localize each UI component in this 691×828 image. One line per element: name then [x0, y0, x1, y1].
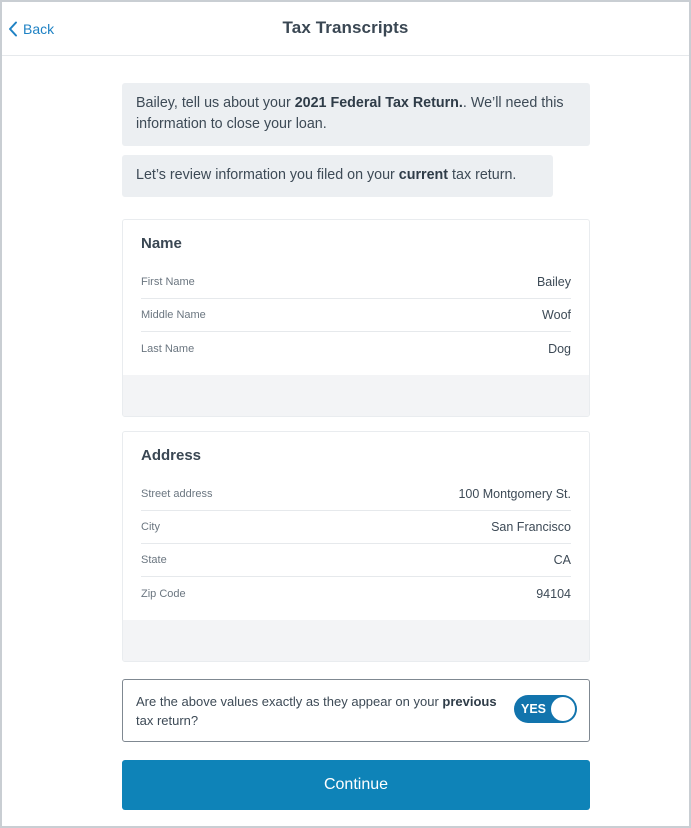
confirm-toggle[interactable]	[514, 695, 577, 723]
intro-message	[122, 83, 590, 146]
intro-line1-bold: 2021 Federal Tax Return.	[294, 95, 463, 111]
address-card-title: Address	[141, 447, 202, 464]
toggle-label: YES	[521, 702, 547, 716]
address-card	[122, 431, 590, 662]
field-label: City	[141, 521, 160, 533]
confirm-suffix: tax return?	[136, 713, 199, 728]
continue-button[interactable]: Continue	[122, 760, 590, 810]
intro-line2-suffix: tax return.	[448, 167, 517, 183]
field-value: 100 Montgomery St.	[458, 487, 571, 501]
page-title: Tax Transcripts	[282, 18, 409, 37]
field-label: State	[141, 554, 167, 566]
last-name-row	[141, 332, 571, 365]
intro-line1-suffix: . We’ll need this information to close your loan.	[136, 95, 564, 132]
confirm-values-box	[122, 679, 590, 742]
name-card-title: Name	[141, 235, 182, 252]
name-rows	[141, 266, 571, 365]
field-value: Bailey	[536, 275, 571, 289]
state-row	[141, 544, 571, 577]
middle-name-row	[141, 299, 571, 332]
street-row	[141, 478, 571, 511]
card-footer	[123, 620, 589, 661]
review-message	[122, 155, 553, 197]
intro-line1-prefix: Bailey, tell us about your	[136, 95, 295, 111]
first-name-row	[141, 266, 571, 299]
confirm-bold: previous	[442, 694, 497, 709]
field-value: San Francisco	[491, 520, 571, 534]
confirm-prefix: Are the above values exactly as they appear on your	[136, 694, 443, 709]
field-value: CA	[553, 553, 571, 567]
toggle-knob	[551, 697, 575, 721]
field-label: Middle Name	[141, 309, 206, 321]
back-label: Back	[23, 21, 55, 37]
intro-line2-bold: current	[398, 167, 449, 183]
top-bar	[2, 2, 689, 56]
intro-line2-prefix: Let’s review information you filed on your	[136, 167, 399, 183]
field-label: Zip Code	[141, 587, 186, 600]
field-label: Last Name	[141, 342, 195, 355]
confirm-question	[136, 692, 506, 730]
zip-row	[141, 577, 571, 610]
address-rows	[141, 478, 571, 610]
field-label: First Name	[141, 276, 195, 288]
card-footer	[123, 375, 589, 416]
field-value: 94104	[536, 586, 571, 601]
city-row	[141, 511, 571, 544]
name-card	[122, 219, 590, 417]
field-label: Street address	[141, 488, 213, 500]
field-value: Dog	[548, 341, 571, 356]
field-value: Woof	[542, 308, 571, 322]
